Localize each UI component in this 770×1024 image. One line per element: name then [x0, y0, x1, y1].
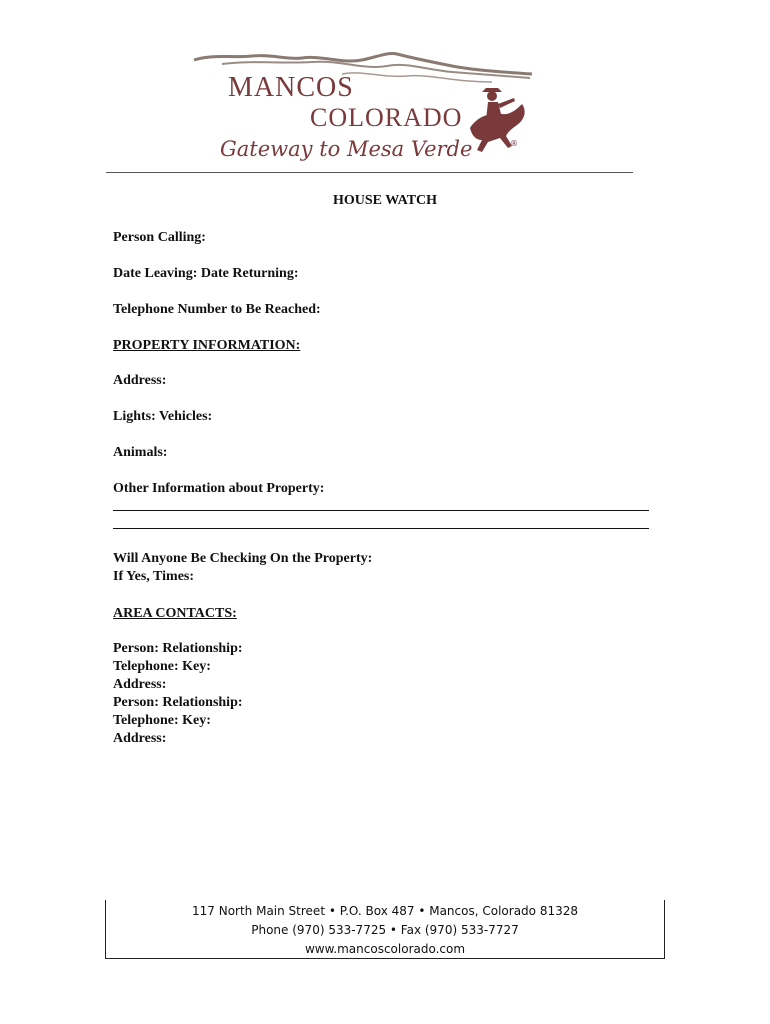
address-label: Address:: [113, 373, 167, 388]
footer-website: www.mancoscolorado.com: [304, 942, 466, 956]
logo-line1: MANCOS: [228, 72, 354, 103]
person-calling-row: [113, 229, 206, 246]
registered-mark: ®: [510, 139, 518, 148]
contact-2-relationship-label: Relationship:: [162, 695, 243, 710]
other-info-line-2[interactable]: [113, 510, 649, 511]
contact-1-telephone-label: Telephone:: [113, 659, 179, 674]
contact-1-address-row: [113, 676, 166, 693]
contact-1-address-label: Address:: [113, 677, 167, 692]
address-row: [113, 372, 166, 389]
lights-label: Lights:: [113, 409, 156, 424]
date-leaving-label: Date Leaving:: [113, 266, 198, 281]
other-info-row: [113, 480, 324, 497]
contact-1-key-label: Key:: [182, 659, 211, 674]
checking-label: Will Anyone Be Checking On the Property:: [113, 551, 373, 566]
times-label: If Yes, Times:: [113, 569, 195, 584]
lights-vehicles-row: [113, 408, 212, 425]
contacts-heading: AREA CONTACTS:: [113, 606, 237, 621]
vehicles-label: Vehicles:: [159, 409, 213, 424]
times-row: [113, 568, 194, 585]
contact-1-relationship-label: Relationship:: [162, 641, 243, 656]
checking-row: [113, 550, 372, 567]
date-returning-label: Date Returning:: [200, 266, 299, 281]
other-info-line-3[interactable]: [113, 528, 649, 529]
contact-1-person-row: [113, 640, 243, 657]
animals-row: [113, 444, 167, 461]
logo-tagline: Gateway to Mesa Verde: [220, 137, 473, 161]
footer-phone: Phone (970) 533-7725 • Fax (970) 533-7727: [251, 923, 519, 937]
dates-row: [113, 265, 299, 282]
contact-2-telephone-row: [113, 712, 211, 729]
property-heading: PROPERTY INFORMATION:: [113, 338, 301, 353]
contact-2-key-label: Key:: [182, 713, 211, 728]
form-title: HOUSE WATCH: [332, 193, 438, 208]
contact-2-person-label: Person:: [113, 695, 159, 710]
contact-2-telephone-label: Telephone:: [113, 713, 179, 728]
animals-label: Animals:: [113, 445, 168, 460]
contact-2-address-label: Address:: [113, 731, 167, 746]
person-calling-label: Person Calling:: [113, 230, 206, 245]
mountain-ridge-icon: [194, 54, 532, 74]
header-divider: [106, 172, 633, 173]
footer-address: 117 North Main Street • P.O. Box 487 • Mancos, Colorado 81328: [192, 904, 578, 918]
contact-2-address-row: [113, 730, 166, 747]
telephone-row: [113, 301, 321, 318]
contact-1-telephone-row: [113, 658, 211, 675]
mancos-logo: [192, 48, 537, 170]
logo-line2: COLORADO: [310, 103, 463, 132]
contact-1-person-label: Person:: [113, 641, 159, 656]
other-info-label: Other Information about Property:: [113, 481, 325, 496]
telephone-reached-label: Telephone Number to Be Reached:: [113, 302, 321, 317]
contact-2-person-row: [113, 694, 243, 711]
